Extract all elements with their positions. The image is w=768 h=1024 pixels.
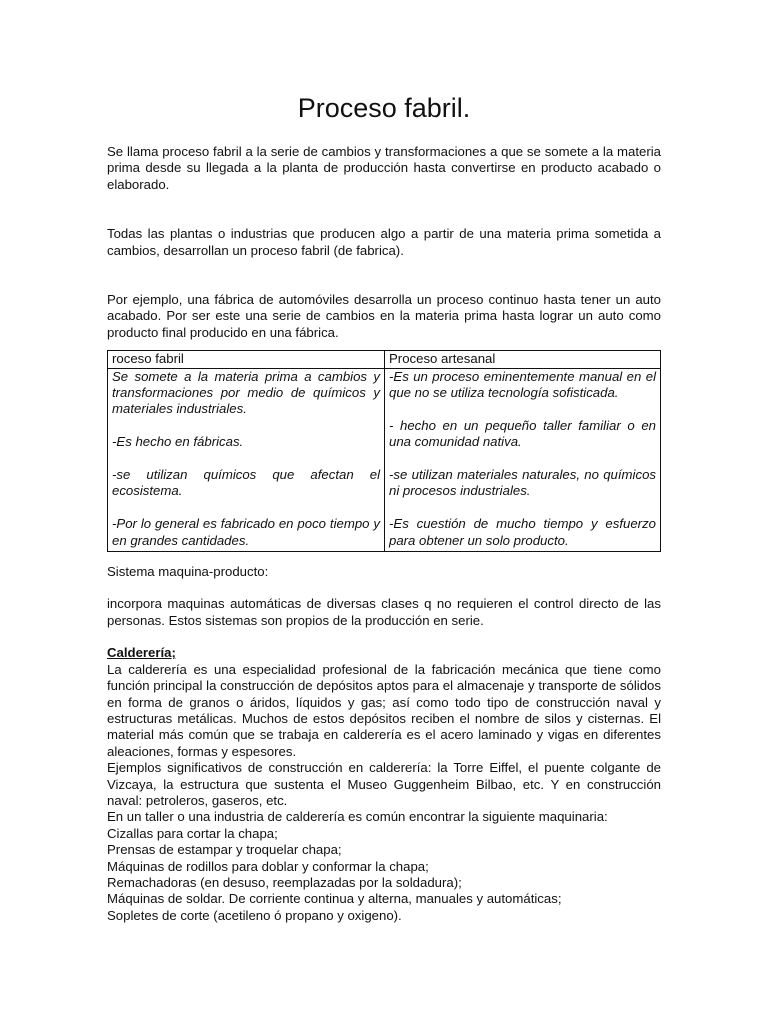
fabril-point: -Por lo general es fabricado en poco tiempo y en grandes cantidades.	[112, 516, 380, 548]
list-item: Cizallas para cortar la chapa;	[107, 825, 278, 841]
artesanal-point: - hecho en un pequeño taller familiar o en una comunidad nativa.	[389, 417, 656, 450]
intro-paragraph-2: Todas las plantas o industrias que producen algo a partir de una materia prima sometida a cambios, desarrollan un proceso fabril (de fabrica).	[107, 226, 661, 258]
header-proceso-fabril: roceso fabril	[108, 351, 385, 368]
intro-paragraph-3: Por ejemplo, una fábrica de automóviles desarrolla un proceso continuo hasta tener un auto acabado. Por ser este una serie de cambios en la materia prima hasta lograr un auto como producto final producido en una fábrica.	[107, 292, 661, 340]
fabril-cell	[108, 368, 385, 551]
table-header-row	[108, 351, 661, 368]
fabril-point: Se somete a la materia prima a cambios y transformaciones por medio de químicos y materiales industriales.	[112, 368, 380, 417]
document-body	[107, 92, 661, 924]
list-item: Prensas de estampar y troquelar chapa;	[107, 842, 342, 858]
document-title: Proceso fabril.	[297, 93, 471, 123]
artesanal-cell	[385, 368, 661, 551]
list-item: En un taller o una industria de calderería es común encontrar la siguiente maquinaria:	[107, 809, 608, 825]
comparison-table	[107, 350, 661, 552]
caldereria-paragraph-2: Ejemplos significativos de construcción en calderería: la Torre Eiffel, el puente colgante de Vizcaya, la estructura que sustenta el Museo Guggenheim Bilbao, etc. Y en construcción naval: petroleros, gaseros, etc.	[107, 760, 661, 808]
header-proceso-artesanal: Proceso artesanal	[385, 351, 661, 368]
sistema-title: Sistema maquina-producto:	[107, 564, 269, 580]
fabril-point: -Es hecho en fábricas.	[112, 434, 244, 450]
maquinaria-list	[107, 809, 661, 924]
list-item: Máquinas de rodillos para doblar y conformar la chapa;	[107, 858, 429, 874]
artesanal-point: -Es un proceso eminentemente manual en el que no se utiliza tecnología sofisticada.	[389, 368, 656, 401]
intro-paragraph-1: Se llama proceso fabril a la serie de cambios y transformaciones a que se somete a la materia prima desde su llegada a la planta de producción hasta convertirse en producto acabado o elaborado.	[107, 144, 661, 192]
sistema-paragraph: incorpora maquinas automáticas de diversas clases q no requieren el control directo de las personas. Estos sistemas son propios de la producción en serie.	[107, 596, 661, 628]
list-item: Máquinas de soldar. De corriente continua y alterna, manuales y automáticas;	[107, 891, 562, 907]
list-item: Sopletes de corte (acetileno ó propano y oxigeno).	[107, 907, 402, 923]
caldereria-paragraph-1: La calderería es una especialidad profesional de la fabricación mecánica que tiene como función principal la construcción de depósitos aptos para el almacenaje y transporte de sólidos en forma de granos o áridos, líquidos y gas; así como todo tipo de construcción naval y estructuras metálicas. Muchos de estos depósitos reciben el nombre de silos y cisternas. El material más común que se trabaja en calderería es el acero laminado y vigas en diferentes aleaciones, formas y espesores.	[107, 661, 661, 759]
list-item: Remachadoras (en desuso, reemplazadas por la soldadura);	[107, 874, 462, 890]
fabril-point: -se utilizan químicos que afectan el ecosistema.	[112, 467, 380, 499]
table-row	[108, 368, 661, 551]
artesanal-point: -Es cuestión de mucho tiempo y esfuerzo para obtener un solo producto.	[389, 516, 656, 548]
artesanal-point: -se utilizan materiales naturales, no químicos ni procesos industriales.	[389, 467, 656, 499]
caldereria-heading: Calderería;	[107, 645, 176, 661]
